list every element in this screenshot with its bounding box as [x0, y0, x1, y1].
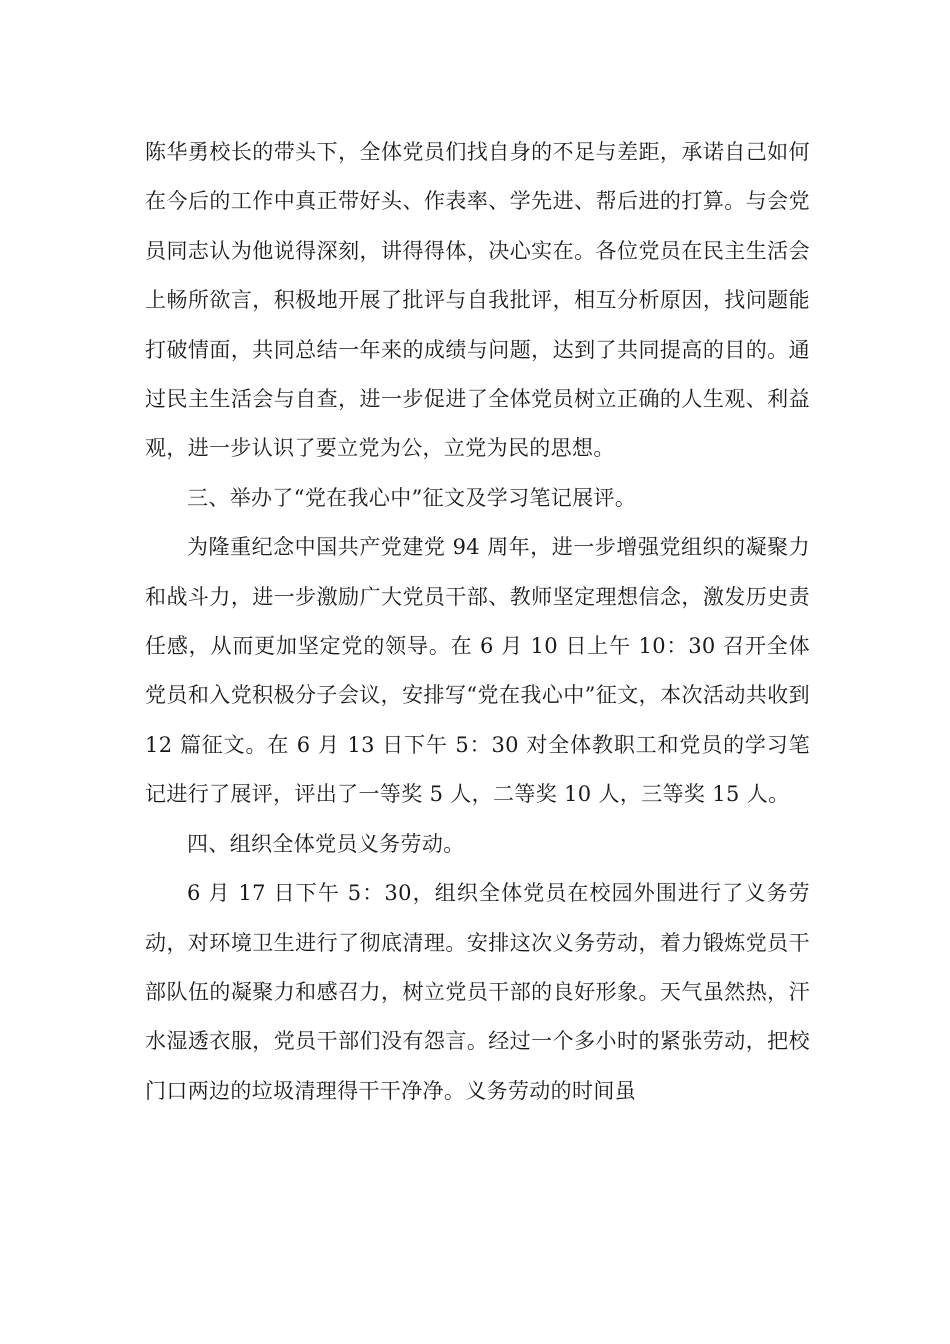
paragraph-essay-contest: 为隆重纪念中国共产党建党 94 周年，进一步增强党组织的凝聚力和战斗力，进一步激励广大党员干部、教师坚定理想信念，激发历史责任感，从而更加坚定党的领导。在 6 月 10 日上午 10：30 召开全体党员和入党积极分子会议，安排写“党在我心中”征文，本次活动共收到 12 篇征文。在 6 月 13 日下午 5：30 对全体教职工和党员的学习笔记进行了展评，评出了一等奖 5 人，二等奖 10 人，三等奖 15 人。 [145, 535, 810, 807]
heading-section-four: 四、组织全体党员义务劳动。 [187, 831, 465, 856]
heading-section-three: 三、举办了“党在我心中”征文及学习笔记展评。 [187, 485, 637, 510]
paragraph-democratic-life-meeting: 陈华勇校长的带头下，全体党员们找自身的不足与差距，承诺自己如何在今后的工作中真正带好头、作表率、学先进、帮后进的打算。与会党员同志认为他说得深刻，讲得得体，决心实在。各位党员在民主生活会上畅所欲言，积极地开展了批评与自我批评，相互分析原因，找问题能打破情面，共同总结一年来的成绩与问题，达到了共同提高的目的。通过民主生活会与自查，进一步促进了全体党员树立正确的人生观、利益观，进一步认识了要立党为公，立党为民的思想。 [145, 140, 810, 461]
paragraph-volunteer-labor: 6 月 17 日下午 5：30，组织全体党员在校园外围进行了义务劳动，对环境卫生进行了彻底清理。安排这次义务劳动，着力锻炼党员干部队伍的凝聚力和感召力，树立党员干部的良好形象。天气虽然热，汗水湿透衣服，党员干部们没有怨言。经过一个多小时的紧张劳动，把校门口两边的垃圾清理得干干净净。义务劳动的时间虽 [145, 881, 810, 1103]
document-body [145, 128, 810, 1116]
